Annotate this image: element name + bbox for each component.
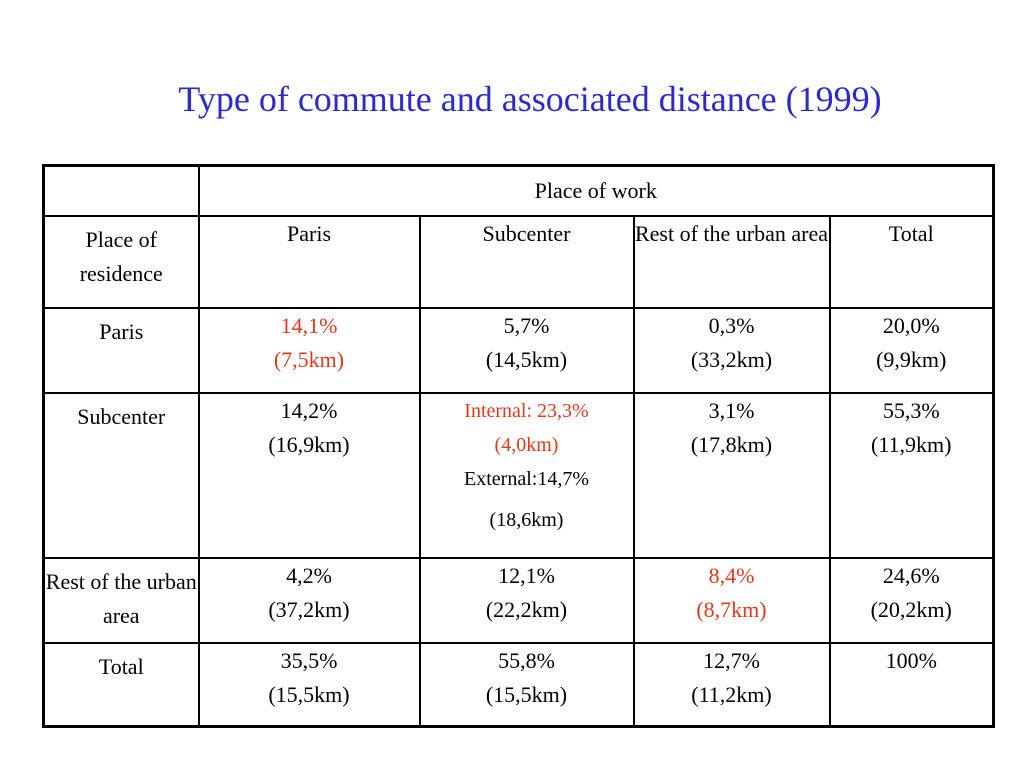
- table-row: [44, 558, 994, 643]
- cell-distance: (15,5km): [485, 681, 568, 707]
- cell-distance: (11,2km): [691, 681, 772, 707]
- external-percent: External:14,7%: [464, 467, 589, 490]
- cell-distance: (8,7km): [696, 596, 767, 622]
- table-cell-subcenter-split: [420, 393, 634, 558]
- table-row: [44, 308, 994, 393]
- cell-distance: (22,2km): [485, 596, 568, 622]
- row-header-rest-of-urban-area: Rest of the urban area: [44, 558, 199, 643]
- cell-percent: 14,1%: [280, 312, 338, 338]
- row-header-subcenter: Subcenter: [44, 393, 199, 558]
- table-cell: [199, 308, 420, 393]
- row-header-paris: Paris: [44, 308, 199, 393]
- cell-percent: 8,4%: [708, 562, 755, 588]
- corner-cell: [44, 166, 199, 216]
- cell-percent: 12,1%: [498, 562, 555, 588]
- cell-percent: 24,6%: [882, 562, 940, 588]
- table-row: [44, 393, 994, 558]
- cell-percent: 35,5%: [280, 647, 338, 673]
- cell-distance: (11,9km): [871, 431, 952, 457]
- column-header-subcenter: Subcenter: [420, 216, 634, 308]
- commute-table: [42, 164, 995, 728]
- cell-percent: 55,8%: [498, 647, 555, 673]
- cell-distance: (15,5km): [268, 681, 350, 707]
- column-header-total: Total: [830, 216, 994, 308]
- table-cell: [199, 643, 420, 727]
- table-cell: [420, 643, 634, 727]
- header-row-place-of-work: [44, 166, 994, 216]
- cell-percent: 12,7%: [703, 647, 760, 673]
- header-row-columns: [44, 216, 994, 308]
- cell-percent: 55,3%: [882, 397, 940, 423]
- table-cell: [634, 643, 830, 727]
- table-cell: [420, 308, 634, 393]
- table-cell: [420, 558, 634, 643]
- internal-distance: (4,0km): [494, 433, 559, 456]
- place-of-residence-header: Place of residence: [44, 216, 199, 308]
- cell-distance: (16,9km): [268, 431, 350, 457]
- place-of-work-header: Place of work: [199, 166, 994, 216]
- cell-distance: (7,5km): [273, 346, 345, 372]
- table-cell: [830, 643, 994, 727]
- external-distance: (18,6km): [489, 508, 564, 531]
- cell-percent: 20,0%: [882, 312, 940, 338]
- table-cell: [634, 308, 830, 393]
- cell-distance: (20,2km): [870, 596, 952, 622]
- cell-percent: 3,1%: [708, 397, 755, 423]
- table-cell: [199, 393, 420, 558]
- column-header-rest-of-urban-area: Rest of the urban area: [634, 216, 830, 308]
- cell-percent: 4,2%: [286, 562, 332, 588]
- cell-percent: 5,7%: [503, 312, 550, 338]
- cell-percent: 0,3%: [708, 312, 755, 338]
- table-cell: [830, 558, 994, 643]
- cell-distance: (33,2km): [690, 346, 773, 372]
- table-cell: [634, 393, 830, 558]
- table-cell: [199, 558, 420, 643]
- table-cell: [634, 558, 830, 643]
- table-cell: [830, 308, 994, 393]
- row-header-total: Total: [44, 643, 199, 727]
- internal-percent: Internal: 23,3%: [464, 399, 589, 422]
- cell-distance: (14,5km): [485, 346, 568, 372]
- column-header-paris: Paris: [199, 216, 420, 308]
- table-cell: [830, 393, 994, 558]
- table-row: [44, 643, 994, 727]
- cell-distance: (37,2km): [268, 596, 350, 622]
- slide-title: Type of commute and associated distance (1999): [178, 79, 882, 119]
- cell-percent: 14,2%: [280, 397, 338, 423]
- cell-distance: (17,8km): [690, 431, 773, 457]
- cell-distance: (9,9km): [876, 346, 947, 372]
- cell-percent: 100%: [885, 647, 937, 673]
